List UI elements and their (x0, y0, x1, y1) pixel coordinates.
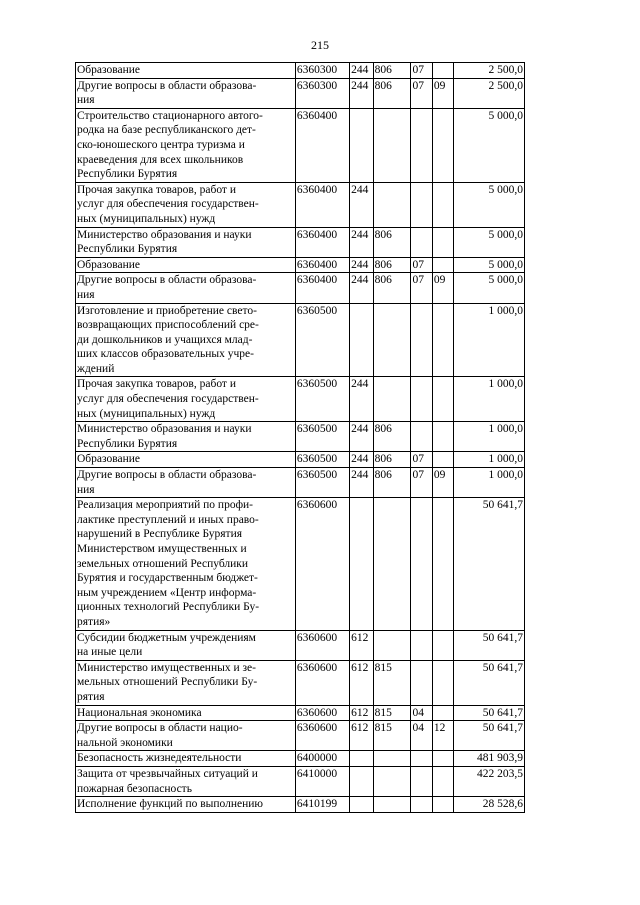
row-name-cell: Другие вопросы в области образова- ния (76, 78, 296, 108)
target-code-cell: 6360500 (295, 468, 349, 498)
table-row (76, 660, 525, 705)
table-row (76, 422, 525, 452)
amount-cell: 28 528,6 (454, 797, 525, 813)
expense-type-cell: 612 (350, 630, 374, 660)
table-row (76, 705, 525, 721)
expense-type-cell: 244 (350, 273, 374, 303)
expense-type-cell: 612 (350, 660, 374, 705)
page-number: 215 (311, 38, 329, 52)
row-name-cell: Изготовление и приобретение свето- возвращающих приспособлений сре- ди дошкольников и учащихся млад- ших классов образовательных учре- ждений (76, 303, 296, 377)
section-cell: 04 (411, 721, 432, 751)
subsection-cell (432, 452, 453, 468)
subsection-cell (432, 660, 453, 705)
table-row (76, 78, 525, 108)
amount-cell: 2 500,0 (454, 63, 525, 79)
table-row (76, 377, 525, 422)
row-name-cell: Субсидии бюджетным учреждениям на иные цели (76, 630, 296, 660)
table-row (76, 498, 525, 630)
target-code-cell: 6360500 (295, 452, 349, 468)
target-code-cell: 6360400 (295, 257, 349, 273)
amount-cell: 1 000,0 (454, 452, 525, 468)
ministry-code-cell: 806 (373, 273, 411, 303)
section-cell (411, 766, 432, 796)
target-code-cell: 6410000 (295, 766, 349, 796)
ministry-code-cell (373, 108, 411, 182)
subsection-cell (432, 630, 453, 660)
expense-type-cell: 244 (350, 468, 374, 498)
ministry-code-cell (373, 751, 411, 767)
row-name-cell: Образование (76, 257, 296, 273)
table-row (76, 108, 525, 182)
row-name-cell: Строительство стационарного автого- родка на базе республиканского дет- ско-юношеского центра туризма и краеведения для всех школьников Республики Бурятия (76, 108, 296, 182)
amount-cell: 50 641,7 (454, 705, 525, 721)
amount-cell: 1 000,0 (454, 422, 525, 452)
row-name-cell: Другие вопросы в области нацио- нальной экономики (76, 721, 296, 751)
table-row (76, 257, 525, 273)
table-row (76, 751, 525, 767)
amount-cell: 5 000,0 (454, 182, 525, 227)
amount-cell: 5 000,0 (454, 273, 525, 303)
section-cell (411, 751, 432, 767)
ministry-code-cell: 806 (373, 227, 411, 257)
amount-cell: 481 903,9 (454, 751, 525, 767)
subsection-cell: 09 (432, 273, 453, 303)
ministry-code-cell: 806 (373, 63, 411, 79)
target-code-cell: 6360600 (295, 630, 349, 660)
target-code-cell: 6360500 (295, 303, 349, 377)
table-row (76, 630, 525, 660)
amount-cell: 5 000,0 (454, 257, 525, 273)
ministry-code-cell: 815 (373, 721, 411, 751)
subsection-cell (432, 797, 453, 813)
target-code-cell: 6360500 (295, 422, 349, 452)
expense-type-cell: 612 (350, 705, 374, 721)
subsection-cell (432, 182, 453, 227)
expense-type-cell: 244 (350, 452, 374, 468)
target-code-cell: 6360400 (295, 227, 349, 257)
target-code-cell: 6360600 (295, 660, 349, 705)
amount-cell: 50 641,7 (454, 498, 525, 630)
row-name-cell: Другие вопросы в области образова- ния (76, 273, 296, 303)
table-row (76, 63, 525, 79)
table-row (76, 227, 525, 257)
amount-cell: 1 000,0 (454, 468, 525, 498)
ministry-code-cell (373, 766, 411, 796)
table-row (76, 766, 525, 796)
ministry-code-cell: 806 (373, 257, 411, 273)
section-cell: 07 (411, 257, 432, 273)
row-name-cell: Министерство имущественных и зе- мельных отношений Республики Бу- рятия (76, 660, 296, 705)
ministry-code-cell: 806 (373, 78, 411, 108)
subsection-cell (432, 766, 453, 796)
subsection-cell (432, 227, 453, 257)
amount-cell: 422 203,5 (454, 766, 525, 796)
subsection-cell (432, 257, 453, 273)
ministry-code-cell: 806 (373, 422, 411, 452)
expense-type-cell (350, 498, 374, 630)
row-name-cell: Министерство образования и науки Республики Бурятия (76, 422, 296, 452)
row-name-cell: Прочая закупка товаров, работ и услуг для обеспечения государствен- ных (муниципальных) нужд (76, 182, 296, 227)
section-cell (411, 182, 432, 227)
expense-type-cell: 244 (350, 63, 374, 79)
section-cell (411, 303, 432, 377)
amount-cell: 5 000,0 (454, 108, 525, 182)
target-code-cell: 6360600 (295, 721, 349, 751)
section-cell: 04 (411, 705, 432, 721)
section-cell: 07 (411, 452, 432, 468)
target-code-cell: 6400000 (295, 751, 349, 767)
expense-type-cell: 244 (350, 257, 374, 273)
section-cell (411, 498, 432, 630)
section-cell (411, 227, 432, 257)
target-code-cell: 6410199 (295, 797, 349, 813)
row-name-cell: Безопасность жизнедеятельности (76, 751, 296, 767)
section-cell (411, 422, 432, 452)
ministry-code-cell: 806 (373, 468, 411, 498)
target-code-cell: 6360400 (295, 182, 349, 227)
target-code-cell: 6360300 (295, 63, 349, 79)
target-code-cell: 6360500 (295, 377, 349, 422)
subsection-cell (432, 751, 453, 767)
expense-type-cell: 244 (350, 182, 374, 227)
expense-type-cell: 244 (350, 377, 374, 422)
section-cell (411, 630, 432, 660)
table-row (76, 468, 525, 498)
row-name-cell: Образование (76, 452, 296, 468)
row-name-cell: Образование (76, 63, 296, 79)
ministry-code-cell: 815 (373, 705, 411, 721)
row-name-cell: Другие вопросы в области образова- ния (76, 468, 296, 498)
section-cell (411, 108, 432, 182)
subsection-cell (432, 108, 453, 182)
row-name-cell: Прочая закупка товаров, работ и услуг для обеспечения государствен- ных (муниципальных) нужд (76, 377, 296, 422)
ministry-code-cell (373, 498, 411, 630)
subsection-cell (432, 422, 453, 452)
row-name-cell: Министерство образования и науки Республики Бурятия (76, 227, 296, 257)
table-row (76, 797, 525, 813)
section-cell (411, 377, 432, 422)
ministry-code-cell (373, 182, 411, 227)
expense-type-cell: 612 (350, 721, 374, 751)
row-name-cell: Реализация мероприятий по профи- лактике преступлений и иных право- нарушений в Республике Бурятия Министерством имущественных и земельных отношений Республики Бурятия и государственным бюджет- ным учреждением «Центр информа- ционных технологий Республики Бу- рятия» (76, 498, 296, 630)
subsection-cell: 09 (432, 78, 453, 108)
subsection-cell (432, 498, 453, 630)
ministry-code-cell (373, 377, 411, 422)
section-cell (411, 660, 432, 705)
table-row (76, 452, 525, 468)
section-cell: 07 (411, 63, 432, 79)
expense-type-cell (350, 108, 374, 182)
expense-type-cell (350, 766, 374, 796)
subsection-cell: 12 (432, 721, 453, 751)
amount-cell: 50 641,7 (454, 630, 525, 660)
section-cell: 07 (411, 273, 432, 303)
row-name-cell: Национальная экономика (76, 705, 296, 721)
subsection-cell (432, 705, 453, 721)
amount-cell: 50 641,7 (454, 721, 525, 751)
subsection-cell (432, 63, 453, 79)
expense-type-cell: 244 (350, 227, 374, 257)
amount-cell: 1 000,0 (454, 303, 525, 377)
ministry-code-cell (373, 303, 411, 377)
target-code-cell: 6360400 (295, 108, 349, 182)
table-row (76, 721, 525, 751)
amount-cell: 5 000,0 (454, 227, 525, 257)
section-cell: 07 (411, 468, 432, 498)
subsection-cell (432, 303, 453, 377)
target-code-cell: 6360300 (295, 78, 349, 108)
expense-type-cell (350, 303, 374, 377)
table-row (76, 273, 525, 303)
section-cell: 07 (411, 78, 432, 108)
subsection-cell: 09 (432, 468, 453, 498)
expense-type-cell: 244 (350, 78, 374, 108)
ministry-code-cell: 815 (373, 660, 411, 705)
amount-cell: 2 500,0 (454, 78, 525, 108)
table-row (76, 182, 525, 227)
amount-cell: 1 000,0 (454, 377, 525, 422)
expense-type-cell (350, 797, 374, 813)
target-code-cell: 6360600 (295, 705, 349, 721)
budget-table (75, 62, 525, 813)
section-cell (411, 797, 432, 813)
subsection-cell (432, 377, 453, 422)
ministry-code-cell (373, 797, 411, 813)
target-code-cell: 6360600 (295, 498, 349, 630)
table-row (76, 303, 525, 377)
budget-table-body (76, 63, 525, 813)
ministry-code-cell (373, 630, 411, 660)
expense-type-cell: 244 (350, 422, 374, 452)
amount-cell: 50 641,7 (454, 660, 525, 705)
target-code-cell: 6360400 (295, 273, 349, 303)
ministry-code-cell: 806 (373, 452, 411, 468)
expense-type-cell (350, 751, 374, 767)
row-name-cell: Исполнение функций по выполнению (76, 797, 296, 813)
row-name-cell: Защита от чрезвычайных ситуаций и пожарная безопасность (76, 766, 296, 796)
